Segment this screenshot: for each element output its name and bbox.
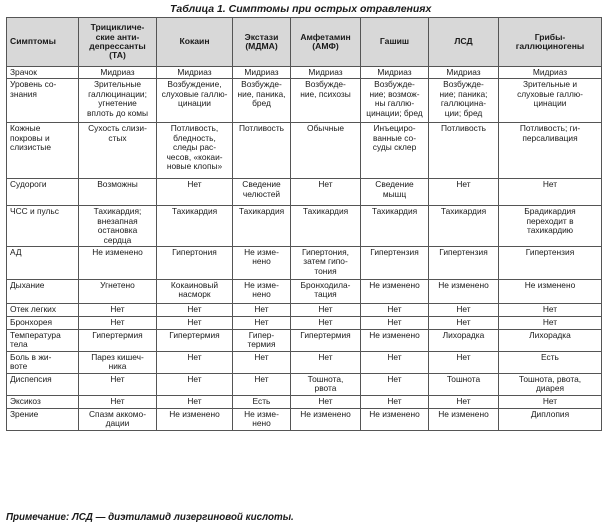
table-cell: Нет xyxy=(157,179,233,206)
column-header: Гашиш xyxy=(361,18,429,67)
table-cell: Потливость xyxy=(429,123,499,179)
table-row xyxy=(7,206,602,247)
table-cell: Нет xyxy=(429,396,499,409)
table-cell: Брадикардия переходит в тахикардию xyxy=(499,206,602,247)
table-row xyxy=(7,79,602,123)
table-cell: Угнетено xyxy=(79,280,157,304)
table-cell: Мидриаз xyxy=(499,67,602,79)
column-header: Симптомы xyxy=(7,18,79,67)
table-cell: Тахикардия xyxy=(233,206,291,247)
table-cell: Не изменено xyxy=(291,409,361,431)
table-cell: Тошнота xyxy=(429,374,499,396)
table-cell: Не изменено xyxy=(361,409,429,431)
table-cell: Не изменено xyxy=(79,247,157,280)
row-header-cell: Отек легких xyxy=(7,304,79,317)
row-header-cell: Боль в жи- воте xyxy=(7,352,79,374)
table-cell: Нет xyxy=(361,374,429,396)
table-cell: Нет xyxy=(157,304,233,317)
table-cell: Зрительные галлюцинации; угнетение вплоть до комы xyxy=(79,79,157,123)
table-cell: Гипертермия xyxy=(157,330,233,352)
table-cell: Тошнота, рвота xyxy=(291,374,361,396)
table-cell: Нет xyxy=(157,352,233,374)
table-cell: Возбуждение, слуховые галлю- цинации xyxy=(157,79,233,123)
table-cell: Нет xyxy=(429,317,499,330)
table-cell: Мидриаз xyxy=(233,67,291,79)
table-cell: Обычные xyxy=(291,123,361,179)
table-cell: Нет xyxy=(79,304,157,317)
table-row xyxy=(7,352,602,374)
row-header-cell: Бронхорея xyxy=(7,317,79,330)
table-cell: Есть xyxy=(233,396,291,409)
column-header: Амфетамин (АМФ) xyxy=(291,18,361,67)
table-cell: Не изменено xyxy=(429,280,499,304)
table-cell: Тахикардия xyxy=(157,206,233,247)
table-row xyxy=(7,123,602,179)
row-header-cell: Эксикоз xyxy=(7,396,79,409)
table-cell: Нет xyxy=(233,304,291,317)
column-header: Экстази (МДМА) xyxy=(233,18,291,67)
table-row xyxy=(7,330,602,352)
column-header: Трицикличе- ские анти- депрессанты (ТА) xyxy=(79,18,157,67)
table-cell: Зрительные и слуховые галлю- цинации xyxy=(499,79,602,123)
table-cell: Возможны xyxy=(79,179,157,206)
table-cell: Тахикардия; внезапная остановка сердца xyxy=(79,206,157,247)
table-cell: Возбужде- ние; паника; галлюцина- ции; бред xyxy=(429,79,499,123)
table-cell: Возбужде- ние; возмож- ны галлю- цинации; бред xyxy=(361,79,429,123)
table-cell: Мидриаз xyxy=(429,67,499,79)
table-cell: Тошнота, рвота, диарея xyxy=(499,374,602,396)
row-header-cell: Диспепсия xyxy=(7,374,79,396)
table-cell: Нет xyxy=(429,179,499,206)
table-cell: Нет xyxy=(79,396,157,409)
row-header-cell: АД xyxy=(7,247,79,280)
table-cell: Нет xyxy=(499,396,602,409)
table-cell: Гипертермия xyxy=(291,330,361,352)
table-cell: Не изменено xyxy=(499,280,602,304)
table-cell: Мидриаз xyxy=(361,67,429,79)
table-cell: Тахикардия xyxy=(429,206,499,247)
table-cell: Нет xyxy=(291,179,361,206)
table-cell: Потливость xyxy=(233,123,291,179)
table-cell: Мидриаз xyxy=(291,67,361,79)
table-cell: Спазм аккомо- дации xyxy=(79,409,157,431)
row-header-cell: Судороги xyxy=(7,179,79,206)
table-caption: Таблица 1. Симптомы при острых отравлениях xyxy=(170,3,432,15)
table-cell: Нет xyxy=(499,179,602,206)
table-cell: Мидриаз xyxy=(157,67,233,79)
table-cell: Тахикардия xyxy=(291,206,361,247)
row-header-cell: Зрачок xyxy=(7,67,79,79)
table-cell: Нет xyxy=(233,374,291,396)
table-cell: Нет xyxy=(233,317,291,330)
table-row xyxy=(7,409,602,431)
row-header-cell: Зрение xyxy=(7,409,79,431)
table-cell: Сухость слизи- стых xyxy=(79,123,157,179)
table-row xyxy=(7,179,602,206)
table-cell: Гипертония xyxy=(157,247,233,280)
table-cell: Нет xyxy=(79,374,157,396)
table-cell: Нет xyxy=(361,396,429,409)
table-cell: Не изме- нено xyxy=(233,247,291,280)
table-cell: Нет xyxy=(79,317,157,330)
table-cell: Нет xyxy=(291,396,361,409)
table-cell: Тахикардия xyxy=(361,206,429,247)
table-cell: Нет xyxy=(499,304,602,317)
table-cell: Не изменено xyxy=(157,409,233,431)
row-header-cell: Дыхание xyxy=(7,280,79,304)
table-cell: Есть xyxy=(499,352,602,374)
table-cell: Сведение мышц xyxy=(361,179,429,206)
table-cell: Бронходила- тация xyxy=(291,280,361,304)
table-cell: Нет xyxy=(429,352,499,374)
table-row xyxy=(7,304,602,317)
table-note: Примечание: ЛСД — диэтиламид лизергиновой кислоты. xyxy=(6,512,294,523)
table-cell: Нет xyxy=(361,317,429,330)
table-row xyxy=(7,317,602,330)
table-cell: Не изменено xyxy=(361,280,429,304)
table-cell: Диплопия xyxy=(499,409,602,431)
row-header-cell: Кожные покровы и слизистые xyxy=(7,123,79,179)
row-header-cell: ЧСС и пульс xyxy=(7,206,79,247)
table-cell: Лихорадка xyxy=(429,330,499,352)
table-cell: Нет xyxy=(429,304,499,317)
table-cell: Не изменено xyxy=(429,409,499,431)
table-cell: Возбужде- ние, психозы xyxy=(291,79,361,123)
table-cell: Потливость; ги- персаливация xyxy=(499,123,602,179)
table-cell: Парез кишеч- ника xyxy=(79,352,157,374)
table-cell: Нет xyxy=(361,304,429,317)
table-cell: Потливость, бледность, следы рас- чесов, «кокаи- новые клопы» xyxy=(157,123,233,179)
table-cell: Мидриаз xyxy=(79,67,157,79)
table-row xyxy=(7,280,602,304)
table-cell: Нет xyxy=(157,317,233,330)
column-header: ЛСД xyxy=(429,18,499,67)
table-row xyxy=(7,67,602,79)
column-header: Грибы- галлюциногены xyxy=(499,18,602,67)
table-cell: Нет xyxy=(291,317,361,330)
table-row xyxy=(7,396,602,409)
table-cell: Нет xyxy=(157,374,233,396)
table-cell: Гипертензия xyxy=(361,247,429,280)
row-header-cell: Температура тела xyxy=(7,330,79,352)
table-cell: Инъециро- ванные со- суды склер xyxy=(361,123,429,179)
table-cell: Гипертензия xyxy=(499,247,602,280)
table-cell: Возбужде- ние, паника, бред xyxy=(233,79,291,123)
table-cell: Не изме- нено xyxy=(233,280,291,304)
table-cell: Нет xyxy=(233,352,291,374)
table-cell: Нет xyxy=(361,352,429,374)
symptoms-table xyxy=(6,17,602,431)
table-cell: Гипер- термия xyxy=(233,330,291,352)
table-cell: Гипертензия xyxy=(429,247,499,280)
column-header: Кокаин xyxy=(157,18,233,67)
table-cell: Гипертермия xyxy=(79,330,157,352)
table-row xyxy=(7,247,602,280)
header-row xyxy=(7,18,602,67)
table-cell: Не изме- нено xyxy=(233,409,291,431)
table-cell: Гипертония, затем гипо- тония xyxy=(291,247,361,280)
table-cell: Лихорадка xyxy=(499,330,602,352)
table-row xyxy=(7,374,602,396)
row-header-cell: Уровень со- знания xyxy=(7,79,79,123)
table-cell: Нет xyxy=(499,317,602,330)
table-cell: Нет xyxy=(291,304,361,317)
table-cell: Кокаиновый насморк xyxy=(157,280,233,304)
table-cell: Нет xyxy=(291,352,361,374)
table-cell: Сведение челюстей xyxy=(233,179,291,206)
table-cell: Не изменено xyxy=(361,330,429,352)
table-cell: Нет xyxy=(157,396,233,409)
